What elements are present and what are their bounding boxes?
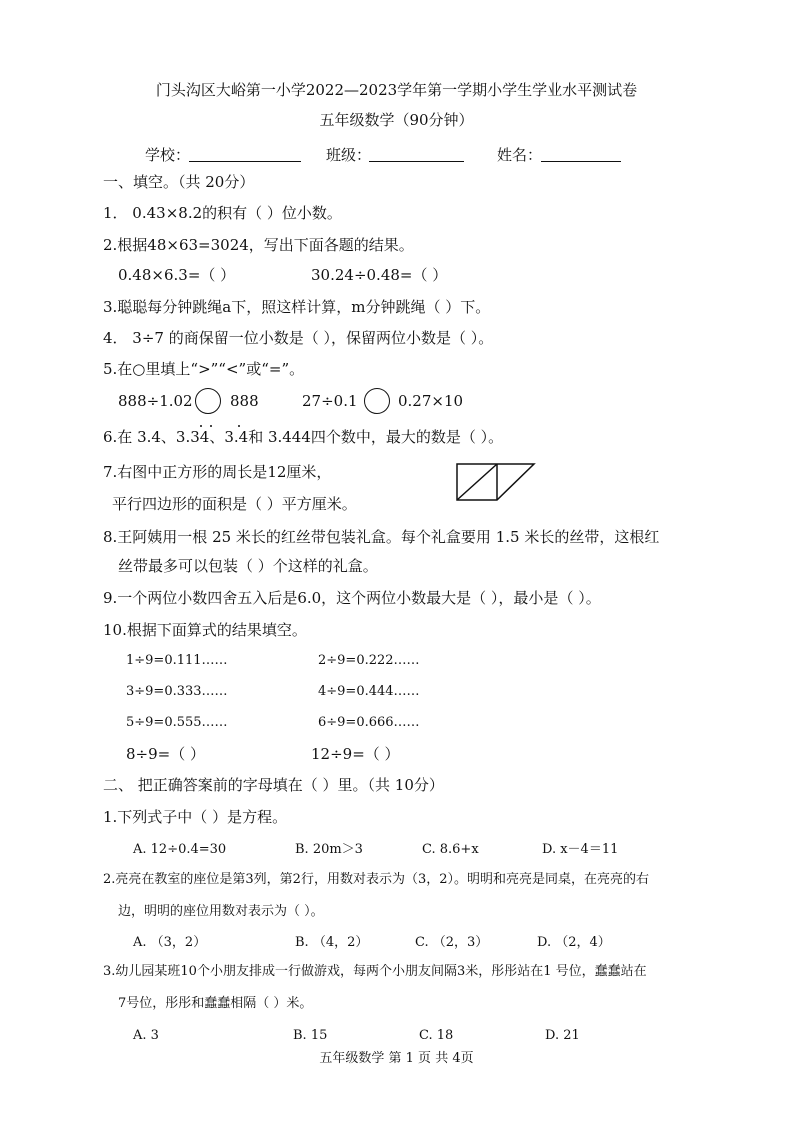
q2-3-option-c[interactable]: C. 18 (419, 1028, 454, 1043)
q2-1-option-a[interactable]: A. 12÷0.4=30 (133, 842, 227, 857)
q2-2-option-b[interactable]: B. （4，2） (295, 935, 369, 950)
q2-2-option-a[interactable]: A. （3，2） (133, 935, 207, 950)
question-2-3b: 7号位，彤彤和蠢蠢相隔（ ）米。 (118, 996, 313, 1011)
compare-b-right: 0.27×10 (398, 392, 464, 410)
division-4: 4÷9=0.444…… (318, 684, 420, 699)
q2-2-option-d[interactable]: D. （2，4） (537, 935, 611, 950)
q2-3-option-d[interactable]: D. 21 (545, 1028, 580, 1043)
question-1-7a: 7.右图中正方形的周长是12厘米， (103, 463, 332, 481)
division-6: 6÷9=0.666…… (318, 715, 420, 730)
question-1-8b: 丝带最多可以包装（ ）个这样的礼盒。 (118, 557, 378, 575)
repeating-dot-3 (238, 425, 240, 427)
question-1-3: 3.聪聪每分钟跳绳a下，照这样计算，m分钟跳绳（ ）下。 (103, 298, 491, 316)
compare-circle-a[interactable] (195, 388, 221, 414)
question-1-6: 6.在 3.4、3.34、3.4和 3.444四个数中，最大的数是（ ）。 (103, 428, 504, 446)
division-2: 2÷9=0.222…… (318, 653, 420, 668)
name-label: 姓名： (497, 146, 543, 164)
question-2-2a: 2.亮亮在教室的座位是第3列，第2行，用数对表示为（3，2）。明明和亮亮是同桌，在亮亮的右 (103, 872, 649, 887)
q2-2-option-c[interactable]: C. （2，3） (415, 935, 489, 950)
class-label: 班级： (326, 146, 372, 164)
question-1-8a: 8.王阿姨用一根 25 米长的红丝带包装礼盒。每个礼盒要用 1.5 米长的丝带，这根红 (103, 528, 660, 546)
division-12-blank: 12÷9=（ ） (311, 745, 400, 763)
name-field[interactable] (541, 161, 621, 162)
q2-1-option-b[interactable]: B. 20m＞3 (295, 842, 363, 857)
question-1-10: 10.根据下面算式的结果填空。 (103, 621, 307, 639)
section2-heading: 二、 把正确答案前的字母填在（ ）里。（共 10分） (103, 776, 444, 794)
q2-1-option-c[interactable]: C. 8.6+x (422, 842, 479, 857)
question-1-9: 9.一个两位小数四舍五入后是6.0，这个两位小数最大是（ ），最小是（ ）。 (103, 589, 601, 607)
repeating-dot-1 (200, 425, 202, 427)
q2-1-option-d[interactable]: D. x－4＝11 (542, 842, 619, 857)
repeating-dot-2 (210, 425, 212, 427)
question-1-7b: 平行四边形的面积是（ ）平方厘米。 (112, 495, 357, 513)
question-2-1: 1.下列式子中（ ）是方程。 (103, 808, 288, 826)
question-1-5: 5.在○里填上“>”“<”或“=”。 (103, 360, 305, 378)
page-footer: 五年级数学 第 1 页 共 4页 (319, 1051, 474, 1066)
question-1-4: 4． 3÷7 的商保留一位小数是（ ），保留两位小数是（ ）。 (103, 329, 494, 347)
division-1: 1÷9=0.111…… (126, 653, 228, 668)
q2-3-option-a[interactable]: A. 3 (133, 1028, 159, 1043)
question-1-2b: 30.24÷0.48=（ ） (311, 266, 448, 284)
question-2-2b: 边，明明的座位用数对表示为（ ）。 (118, 904, 324, 919)
square-parallelogram-figure (453, 461, 537, 503)
division-5: 5÷9=0.555…… (126, 715, 228, 730)
q2-3-option-b[interactable]: B. 15 (293, 1028, 328, 1043)
division-3: 3÷9=0.333…… (126, 684, 228, 699)
school-label: 学校： (145, 146, 191, 164)
exam-title: 门头沟区大峪第一小学2022—2023学年第一学期小学生学业水平测试卷 (155, 81, 638, 99)
compare-b-left: 27÷0.1 (302, 392, 358, 410)
question-1-2: 2.根据48×63=3024，写出下面各题的结果。 (103, 236, 414, 254)
question-2-3a: 3.幼儿园某班10个小朋友排成一行做游戏，每两个小朋友间隔3米，彤彤站在1 号位，蠢蠢站在 (103, 964, 647, 979)
compare-a-left: 888÷1.02 (118, 392, 193, 410)
division-8-blank: 8÷9=（ ） (126, 745, 205, 763)
school-field[interactable] (189, 161, 301, 162)
question-1-2a: 0.48×6.3=（ ） (118, 266, 236, 284)
class-field[interactable] (369, 161, 464, 162)
section1-heading: 一、填空。（共 20分） (103, 173, 255, 191)
question-1-1: 1． 0.43×8.2的积有（ ）位小数。 (103, 204, 342, 222)
exam-subtitle: 五年级数学（90分钟） (319, 111, 474, 129)
compare-a-right: 888 (230, 392, 259, 410)
compare-circle-b[interactable] (364, 388, 390, 414)
